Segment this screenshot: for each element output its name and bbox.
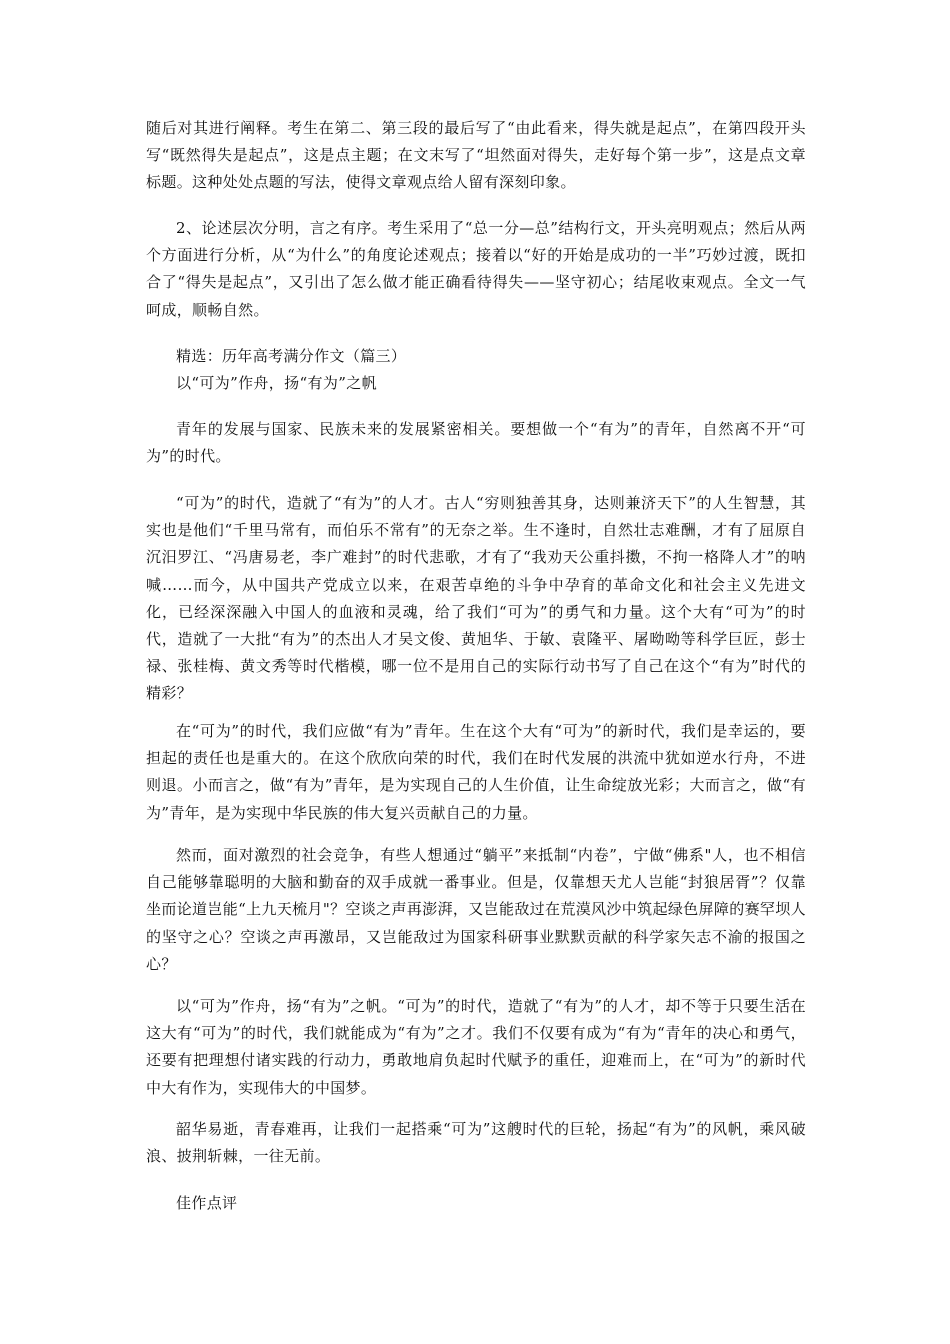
essay-paragraph-6: 韶华易逝，青春难再，让我们一起搭乘“可为”这艘时代的巨轮，扬起“有为”的风帆，乘风破浪、披荆斩棘，一往无前。 bbox=[146, 1120, 806, 1166]
essay-paragraph-1: 青年的发展与国家、民族未来的发展紧密相关。要想做一个“有为”的青年，自然离不开“可为”的时代。 bbox=[146, 420, 806, 466]
section-heading: 精选：历年高考满分作文（篇三） bbox=[176, 347, 407, 365]
essay-title: 以“可为”作舟，扬“有为”之帆 bbox=[176, 374, 377, 392]
essay-paragraph-4: 然而，面对激烈的社会竞争，有些人想通过“躺平”来抵制“内卷”，宁做“佛系"人，也不相信自己能够靠聪明的大脑和勤奋的双手成就一番事业。但是，仅靠想天尤人岂能“封狼居胥”？仅靠坐而论道岂能“上九天梳月"？空谈之声再澎湃，又岂能敌过在荒漠风沙中筑起绿色屏障的赛罕坝人的坚守之心？空谈之声再激昂，又岂能敌过为国家科研事业默默贡献的科学家矢志不渝的报国之心？ bbox=[146, 846, 806, 973]
essay-paragraph-5: 以“可为”作舟，扬“有为”之帆。“可为”的时代，造就了“有为”的人才，却不等于只要生活在这大有“可为”的时代，我们就能成为“有为”之才。我们不仅要有成为“有为“青年的决心和勇气，还要有把理想付诸实践的行动力，勇敢地肩负起时代赋予的重任，迎难而上，在“可为”的新时代中大有作为，实现伟大的中国梦。 bbox=[146, 997, 806, 1097]
essay-paragraph-3: 在“可为”的时代，我们应做“有为”青年。生在这个大有“可为”的新时代，我们是幸运的，要担起的责任也是重大的。在这个欣欣向荣的时代，我们在时代发展的洪流中犹如逆水行舟，不进则退。小而言之，做“有为”青年，是为实现自己的人生价值，让生命绽放光彩；大而言之，做“有为”青年，是为实现中华民族的伟大复兴贡献自己的力量。 bbox=[146, 722, 806, 822]
paragraph-commentary-2: 2、论述层次分明，言之有序。考生采用了“总一分—总”结构行文，开头亮明观点；然后从两个方面进行分析，从“为什么”的角度论述观点；接着以“好的开始是成功的一半”巧妙过渡，既扣合了“得失是起点”，又引出了怎么做才能正确看待得失——坚守初心；结尾收束观点。全文一气呵成，顺畅自然。 bbox=[146, 219, 806, 319]
paragraph-commentary-1: 随后对其进行阐释。考生在第二、第三段的最后写了“由此看来，得失就是起点”，在第四段开头写“既然得失是起点”，这是点主题；在文末写了“坦然面对得失，走好每个第一步”，这是点文章标题。这种处处点题的写法，使得文章观点给人留有深刻印象。 bbox=[146, 119, 806, 192]
essay-paragraph-2: “可为”的时代，造就了“有为”的人才。古人“穷则独善其身，达则兼济天下”的人生智慧，其实也是他们“千里马常有，而伯乐不常有”的无奈之举。生不逢时，自然壮志难酬，才有了屈原自沉汨罗江、“冯唐易老，李广难封”的时代悲歌，才有了“我劝天公重抖擞，不拘一格降人才”的呐喊……而今，从中国共产党成立以来，在艰苦卓绝的斗争中孕育的革命文化和社会主义先进文化，已经深深融入中国人的血液和灵魂，给了我们“可为”的勇气和力量。这个大有“可为”的时代，造就了一大批“有为”的杰出人才吴文俊、黄旭华、于敏、袁隆平、屠呦呦等科学巨匠，彭士禄、张桂梅、黄文秀等时代楷模，哪一位不是用自己的实际行动书写了自己在这个“有为”时代的精彩？ bbox=[146, 494, 806, 703]
comment-heading: 佳作点评 bbox=[176, 1194, 238, 1212]
